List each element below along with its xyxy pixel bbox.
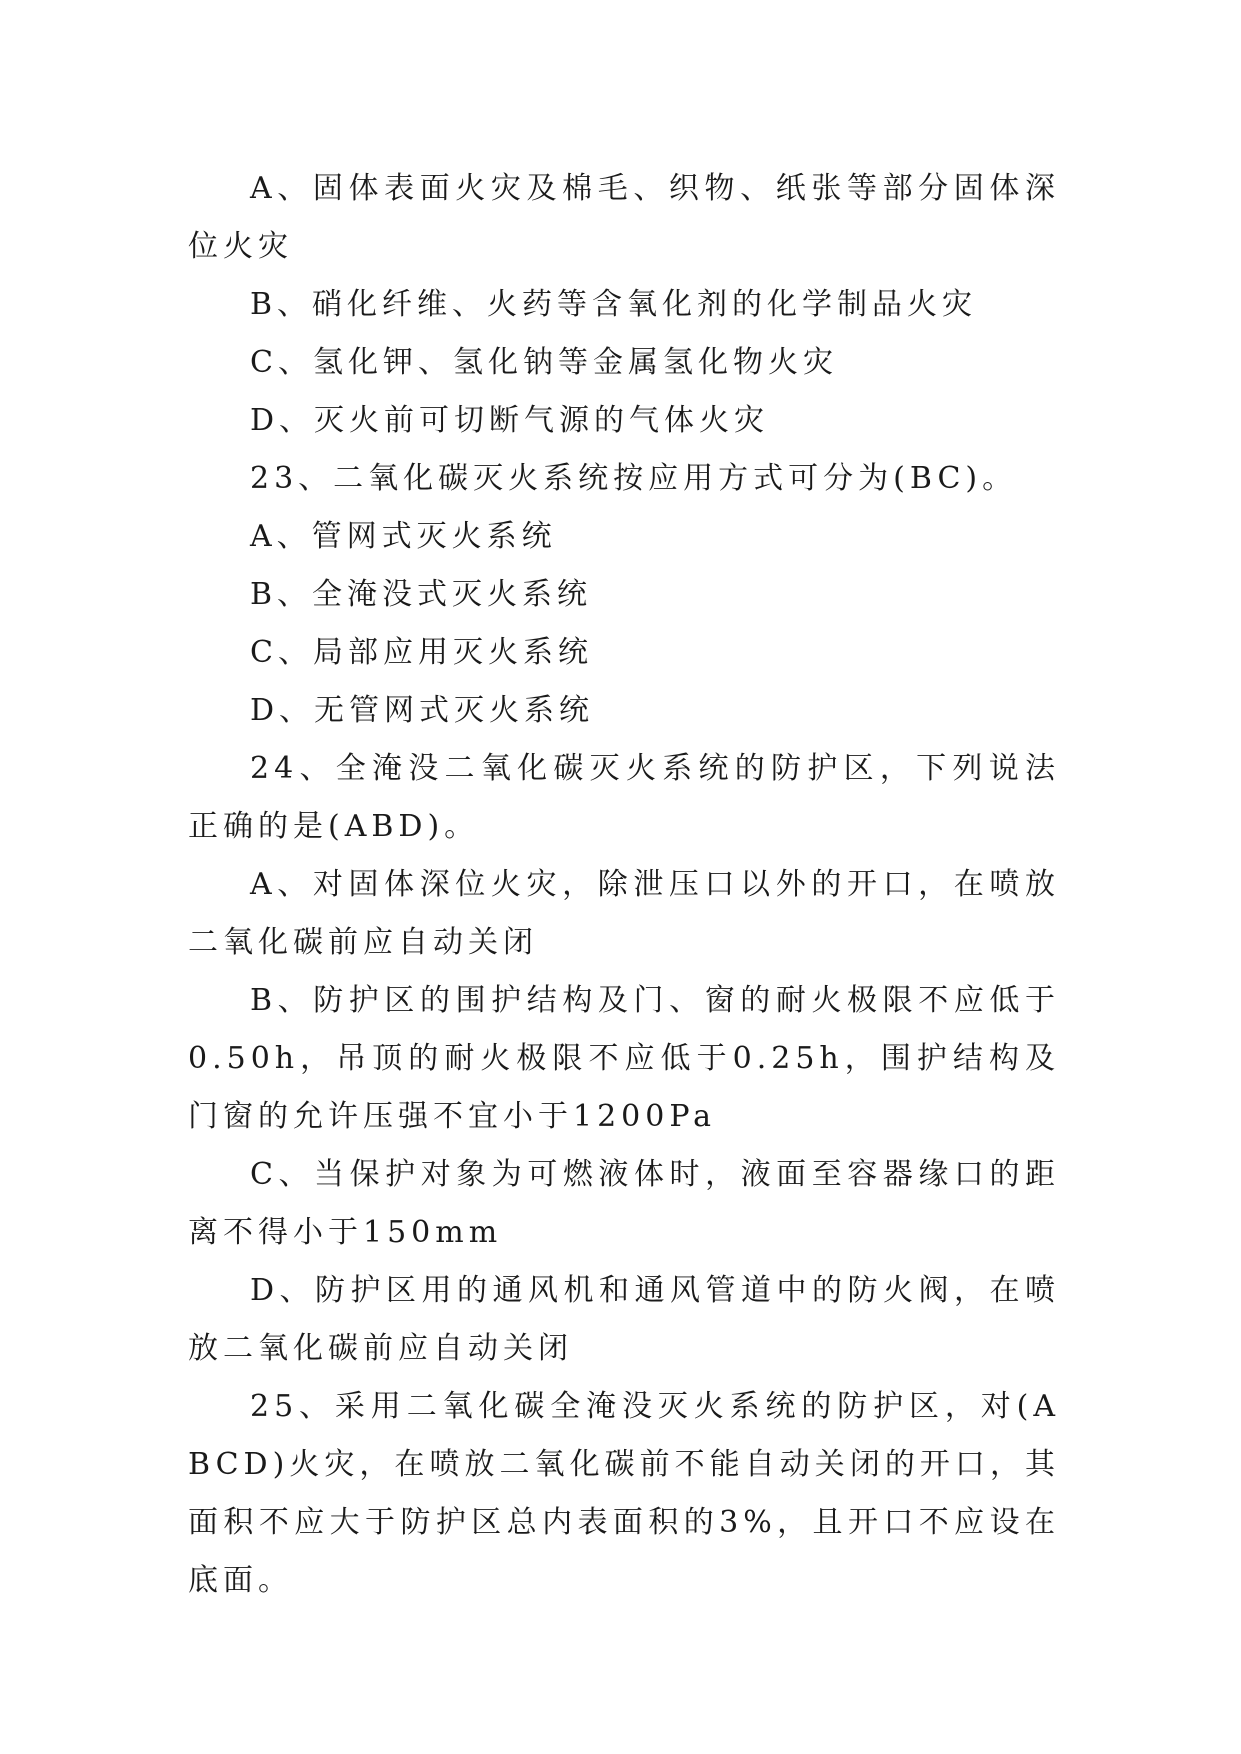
option-c-q23: C、局部应用灭火系统 — [250, 635, 593, 670]
question-23: 23、二氧化碳灭火系统按应用方式可分为(BC)。 — [250, 461, 1018, 496]
option-d-q24: D、防护区用的通风机和通风管道中的防火阀，在喷放二氧化碳前应自动关闭 — [188, 1273, 1060, 1366]
option-a-q23: A、管网式灭火系统 — [250, 519, 557, 554]
question-24: 24、全淹没二氧化碳灭火系统的防护区，下列说法正确的是(ABD)。 — [188, 751, 1060, 844]
option-d-q22: D、灭火前可切断气源的气体火灾 — [250, 403, 770, 438]
option-c-q22: C、氢化钾、氢化钠等金属氢化物火灾 — [250, 345, 838, 380]
option-c-q24: C、当保护对象为可燃液体时，液面至容器缘口的距离不得小于150mm — [188, 1157, 1060, 1250]
option-b-q24: B、防护区的围护结构及门、窗的耐火极限不应低于0.50h，吊顶的耐火极限不应低于0.25h，围护结构及门窗的允许压强不宜小于1200Pa — [188, 983, 1060, 1134]
option-a-q24: A、对固体深位火灾，除泄压口以外的开口，在喷放二氧化碳前应自动关闭 — [188, 867, 1060, 960]
option-b-q22: B、硝化纤维、火药等含氧化剂的化学制品火灾 — [250, 287, 978, 322]
option-d-q23: D、无管网式灭火系统 — [250, 693, 595, 728]
option-b-q23: B、全淹没式灭火系统 — [250, 577, 593, 612]
question-25: 25、采用二氧化碳全淹没灭火系统的防护区，对(ABCD)火灾，在喷放二氧化碳前不能自动关闭的开口，其面积不应大于防护区总内表面积的3%，且开口不应设在底面。 — [188, 1389, 1060, 1598]
option-a-q22: A、固体表面火灾及棉毛、织物、纸张等部分固体深位火灾 — [188, 171, 1060, 264]
document-body — [188, 160, 1060, 1610]
